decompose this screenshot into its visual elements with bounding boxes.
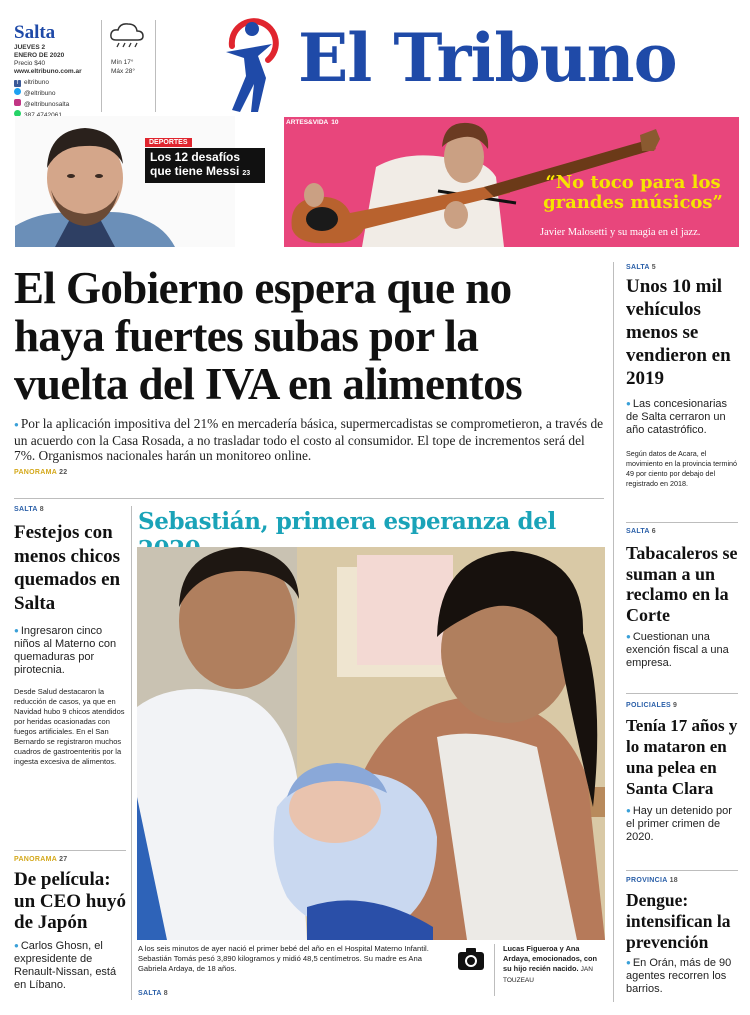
weather-divider (155, 20, 156, 112)
photo-story-section: SALTA 8 (138, 990, 168, 997)
right-story-1-section: SALTA 5 (626, 264, 656, 271)
left-story-2[interactable] (14, 856, 126, 992)
right-story-3-section: POLICIALES 9 (626, 702, 678, 709)
facebook-icon: f (14, 80, 21, 87)
credit-divider (494, 944, 495, 996)
teaser-left-headline: Los 12 desafíos que tiene Messi 23 (145, 148, 265, 183)
left-story[interactable] (14, 506, 126, 767)
right-story-3-summary: ● Hay un detenido por el primer crimen de 2020. (626, 805, 742, 844)
left-story-body: Desde Salud destacaron la reducción de casos, ya que en Navidad hubo 9 chicos atendidos por heridas ocasionadas con fuegos artificiales. En el San Bernardo se registraron muchos cuadros de gastroenteritis por la ingesta excesiva de alimentos. (14, 687, 125, 766)
left-story-headline: Festejos con menos chicos quemados en Salta (14, 522, 121, 614)
right-story-2[interactable] (626, 528, 742, 670)
right-story-4-headline: Dengue: intensifican la prevención (626, 890, 731, 952)
instagram-icon (14, 99, 21, 106)
rain-cloud-icon (108, 20, 146, 50)
right-rule-1 (626, 522, 738, 523)
weather-temps: Mín 17° Máx 28° (111, 59, 135, 75)
social-instagram[interactable]: @eltribunosalta (14, 99, 69, 110)
masthead-logo[interactable]: El Tribuno (298, 19, 677, 97)
left-story-2-section: PANORAMA 27 (14, 856, 68, 863)
newborn-photo (137, 547, 605, 940)
right-rule-2 (626, 693, 738, 694)
left-story-section: SALTA 8 (14, 506, 44, 513)
right-story-2-section: SALTA 6 (626, 528, 656, 535)
tribuno-logo-mark (218, 16, 280, 114)
photo-story-headline[interactable]: Sebastián, primera esperanza del (138, 508, 556, 535)
photo-caption: A los seis minutos de ayer nació el primer bebé del año en el Hospital Materno Infantil. Sebastián Tomás pesó 3,890 kilogramos y midió 48,5 centímetros. Su madre es Ana Gabriela Ardaya, de 18 años. (138, 944, 429, 973)
right-story-3[interactable] (626, 702, 742, 844)
photo-credit: Lucas Figueroa y Ana Ardaya, emocionados, con su hijo recién nacido. JAN TOUZEAU (503, 944, 598, 984)
right-story-4[interactable] (626, 877, 742, 996)
masthead-date: JUEVES 2 ENERO DE 2020 Precio $40 www.eltribuno.com.ar (14, 44, 82, 75)
right-story-3-headline: Tenía 17 años y lo mataron en una pelea en Santa Clara (626, 716, 738, 798)
right-story-4-summary: ● En Orán, más de 90 agentes recorren los barrios. (626, 957, 742, 996)
camera-icon (457, 947, 485, 971)
teaser-left[interactable] (15, 116, 280, 247)
teaser-right-section: ARTES&VIDA 10 (286, 119, 339, 126)
right-story-2-summary: ● Cuestionan una exención fiscal a una empresa. (626, 631, 742, 670)
right-rule-3 (626, 870, 738, 871)
lead-bottom-rule (14, 498, 604, 499)
social-links (14, 78, 69, 121)
left-column-divider (131, 506, 132, 1000)
left-story-2-headline: De película: un CEO huyó de Japón (14, 869, 126, 933)
masthead (0, 0, 750, 118)
right-column-divider (613, 262, 614, 1002)
lead-summary: ● Por la aplicación impositiva del 21% en mercadería básica, supermercadistas se comprometieron, a través de un acuerdo con la Casa Rosada, a no trasladar todo el costo al consumidor. El tope de incrementos será del 7%. Organismos nacionales harán un monitoreo online. (14, 416, 604, 463)
right-story-2-headline: Tabacaleros se suman a un reclamo en la Corte (626, 543, 738, 625)
right-story-1-summary: ● Las concesionarias de Salta cerraron un año catastrófico. (626, 398, 742, 437)
masthead-city: Salta (14, 22, 56, 43)
left-divider-rule (14, 850, 126, 851)
right-story-1-extra: Según datos de Acara, el movimiento en la provincia terminó 49 por ciento por debajo del registrado en 2018. (626, 449, 738, 488)
teaser-right[interactable] (284, 117, 739, 247)
right-story-4-section: PROVINCIA 18 (626, 877, 678, 884)
twitter-icon (14, 88, 21, 95)
left-story-2-summary: ● Carlos Ghosn, el expresidente de Renault-Nissan, está en Líbano. (14, 940, 126, 992)
right-story-1-headline: Unos 10 mil vehículos menos se vendieron en 2019 (626, 276, 731, 389)
teaser-right-caption: Javier Malosetti y su magia en el jazz. (540, 227, 701, 238)
teaser-left-section: DEPORTES (145, 138, 192, 147)
teaser-right-quote: “No toco para los grandes músicos” (543, 172, 723, 213)
lead-story[interactable] (14, 264, 604, 476)
social-twitter[interactable]: @eltribuno (14, 88, 69, 99)
lead-section: PANORAMA 22 (14, 469, 68, 476)
social-facebook[interactable]: f eltribuno (14, 78, 69, 88)
masthead-divider (101, 20, 102, 112)
lead-headline: El Gobierno espera que no haya fuertes subas por la vuelta del IVA en alimentos (14, 263, 523, 409)
left-story-summary: ● Ingresaron cinco niños al Materno con quemaduras por pirotecnia. (14, 625, 126, 677)
right-story-1[interactable] (626, 264, 742, 489)
